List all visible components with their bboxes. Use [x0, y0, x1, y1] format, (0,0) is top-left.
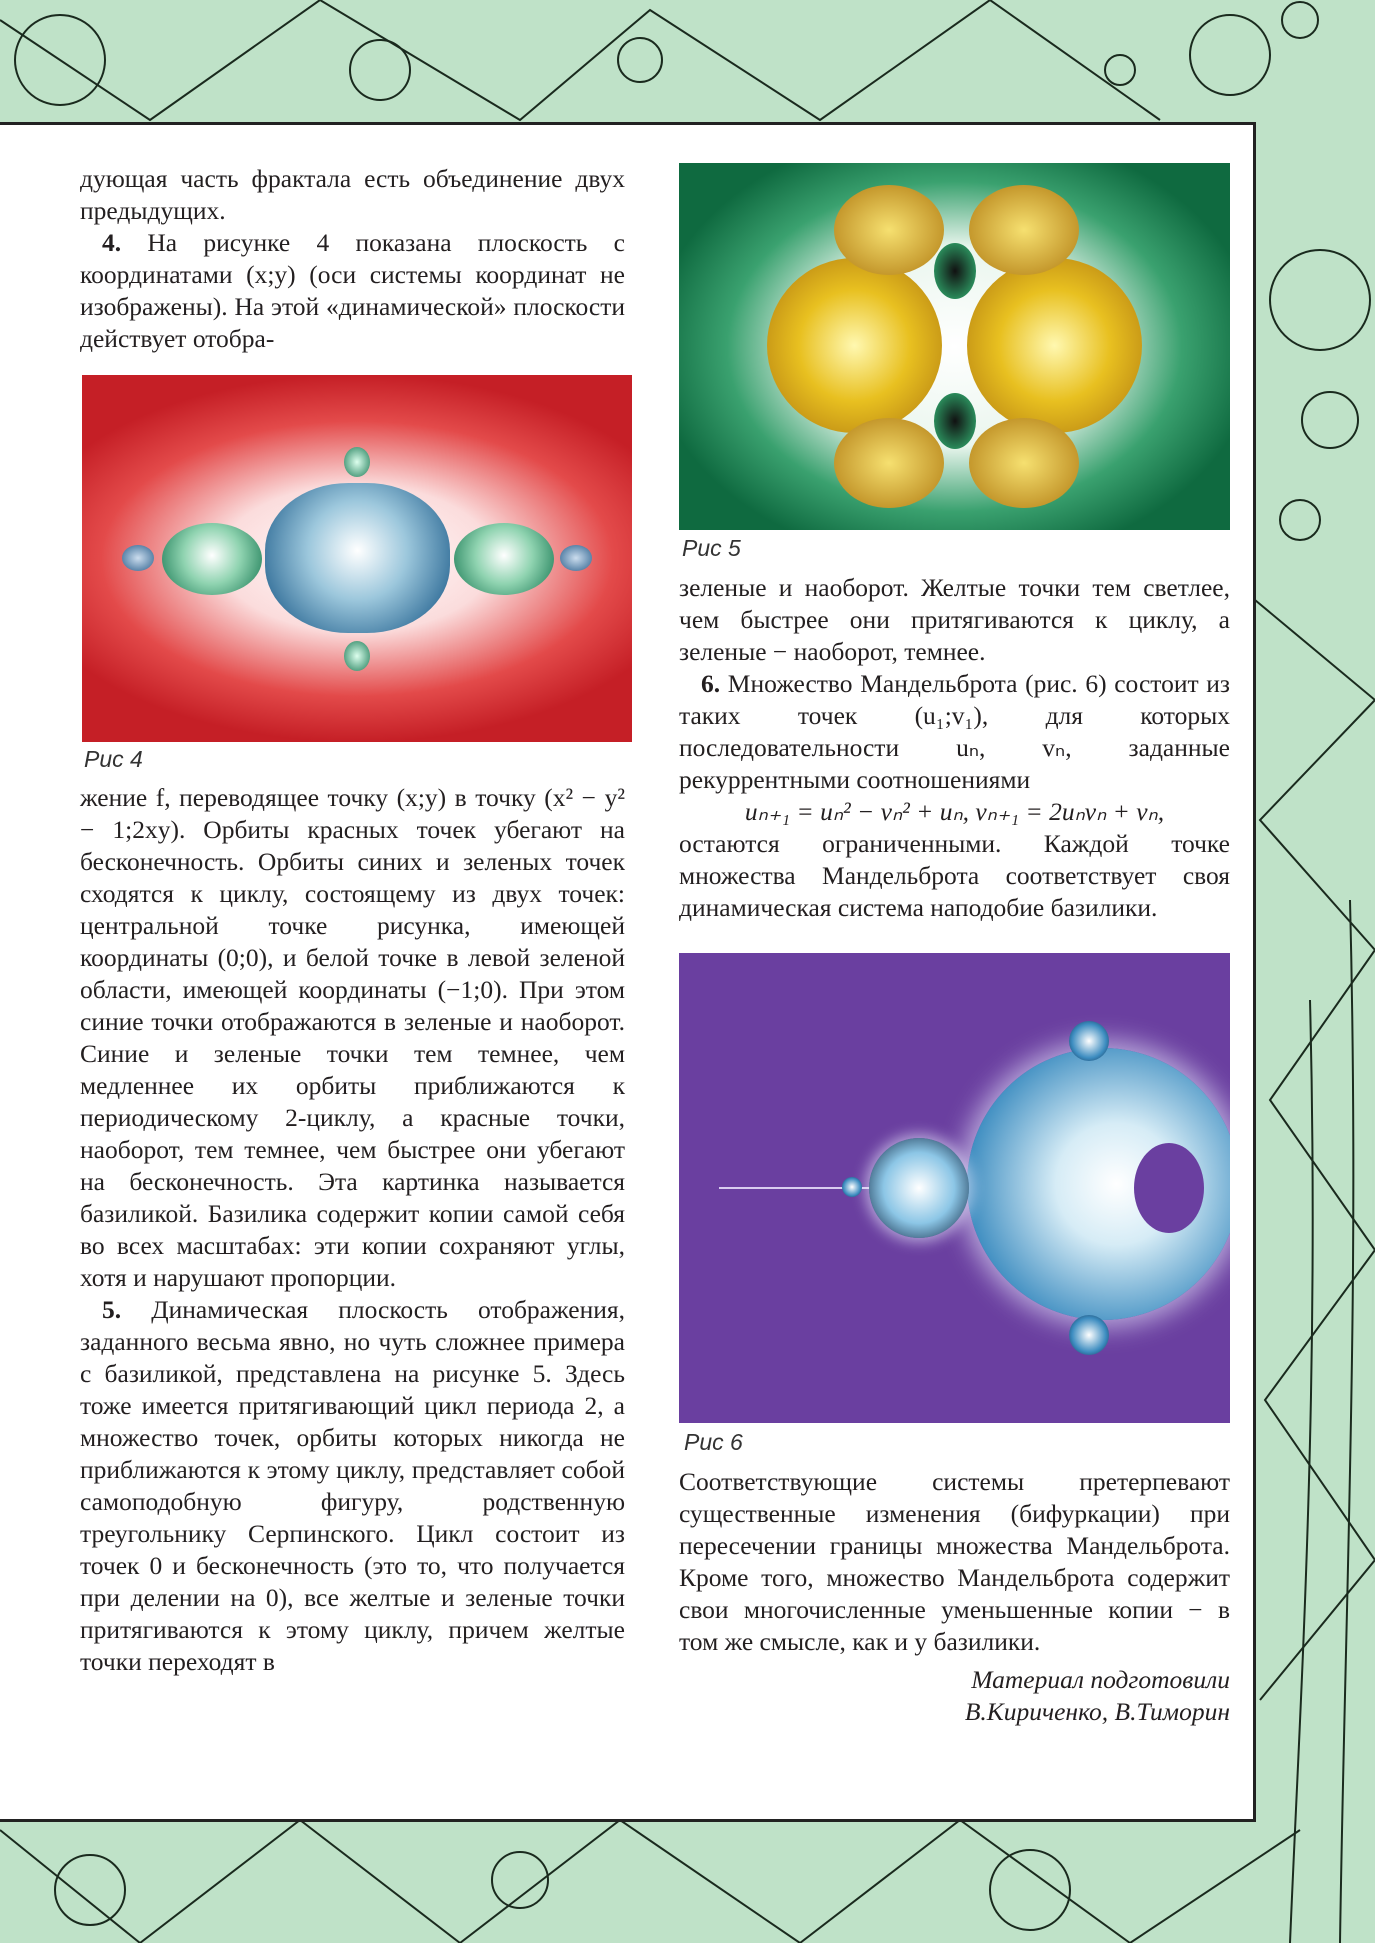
left-column-bottom — [80, 782, 625, 1678]
mandelbrot-period2-bulb — [869, 1138, 969, 1238]
signature-authors: В.Кириченко, В.Тиморин — [964, 1697, 1230, 1726]
mandelbrot-top-bulb — [1069, 1021, 1109, 1061]
figure-5-fractal-image — [679, 163, 1230, 530]
paragraph-item-5 — [80, 1294, 625, 1678]
paragraph: зеленые и наоборот. Желтые точки тем светлее, чем быстрее они притягиваются к циклу, а зеленые − наоборот, темнее. — [679, 573, 1230, 666]
item-text: Множество Мандельброта (рис. 6) состоит из таких точек (u₁;v₁), для которых последовательности uₙ, vₙ, заданные рекуррентными соотношениями — [679, 669, 1230, 794]
right-column-bottom — [679, 1466, 1230, 1728]
item-text: На рисунке 4 показана плоскость с координатами (x;y) (оси системы координат не изображены). На этой «динамической» плоскости действует отобра- — [80, 228, 625, 353]
fractal-yellow-blob — [969, 185, 1079, 275]
paragraph: дующая часть фрактала есть объединение двух предыдущих. — [80, 164, 625, 225]
figure-4-basilica-image — [82, 375, 632, 742]
basilica-right-blob — [454, 523, 554, 595]
fractal-green-eye — [934, 243, 976, 299]
figure-5-caption: Рис 5 — [682, 535, 741, 561]
paragraph: Соответствующие системы претерпевают существенные изменения (бифуркации) при пересечении границы множества Мандельброта. Кроме того, множество Мандельброта содержит свои многочисленные уменьшенные копии − в том же смысле, как и у базилики. — [679, 1467, 1230, 1656]
item-text: Динамическая плоскость отображения, заданного весьма явно, но чуть сложнее примера с базиликой, представлена на рисунке 5. Здесь тоже имеется притягивающий цикл периода 2, а множество точек, орбиты которых никогда не приближаются к этому циклу, представляет собой самоподобную фигуру, родственную треугольнику Серпинского. Цикл состоит из точек 0 и бесконечность (это то, что получается при делении на 0), все желтые и зеленые точки притягиваются к этому циклу, причем желтые точки переходят в — [80, 1295, 625, 1676]
item-number: 6. — [701, 669, 721, 698]
fractal-yellow-blob — [969, 418, 1079, 508]
mandelbrot-bottom-bulb — [1069, 1315, 1109, 1355]
figure-4-caption: Рис 4 — [84, 746, 143, 772]
basilica-center-blob — [265, 483, 450, 633]
paragraph: остаются ограниченными. Каждой точке множества Мандельброта соответствует своя динамическая система наподобие базилики. — [679, 829, 1230, 922]
figure-6-mandelbrot-image — [679, 953, 1230, 1423]
basilica-small-blob — [560, 545, 592, 571]
item-number: 4. — [102, 228, 122, 257]
basilica-small-blob — [344, 641, 370, 671]
fractal-green-eye — [934, 393, 976, 449]
signature-line-1: Материал подготовили — [971, 1665, 1230, 1694]
mandelbrot-cusp — [1134, 1143, 1204, 1233]
left-column-top — [80, 163, 625, 355]
recurrence-formula: uₙ₊₁ = uₙ² − vₙ² + uₙ, vₙ₊₁ = 2uₙvₙ + vₙ, — [744, 797, 1165, 826]
fractal-right-yellow-blob — [967, 258, 1142, 433]
figure-6-caption: Рис 6 — [684, 1429, 743, 1455]
paragraph-item-6 — [679, 668, 1230, 796]
paragraph: жение f, переводящее точку (x;y) в точку (x² − y² − 1;2xy). Орбиты красных точек убегают на бесконечность. Орбиты синих и зеленых точек сходятся к циклу, состоящему из двух точек: центральной точке рисунка, имеющей координаты (0;0), и белой точке в левой зеленой области, имеющей координаты (−1;0). При этом синие точки отображаются в зеленые и наоборот. Синие и зеленые точки тем темнее, чем медленнее их орбиты приближаются к периодическому 2-циклу, а красные точки, наоборот, тем темнее, чем быстрее они убегают на бесконечность. Эта картинка называется базиликой. Базилика содержит копии самой себя во всех масштабах: эти копии сохраняют углы, хотя и нарушают пропорции. — [80, 783, 625, 1292]
right-column-middle — [679, 572, 1230, 924]
fractal-left-yellow-blob — [767, 258, 942, 433]
basilica-small-blob — [344, 447, 370, 477]
paragraph-item-4 — [80, 227, 625, 355]
fractal-yellow-blob — [834, 418, 944, 508]
mandelbrot-small-bulb — [842, 1177, 862, 1197]
basilica-small-blob — [122, 545, 154, 571]
item-number: 5. — [102, 1295, 122, 1324]
basilica-left-blob — [162, 523, 262, 595]
fractal-yellow-blob — [834, 185, 944, 275]
